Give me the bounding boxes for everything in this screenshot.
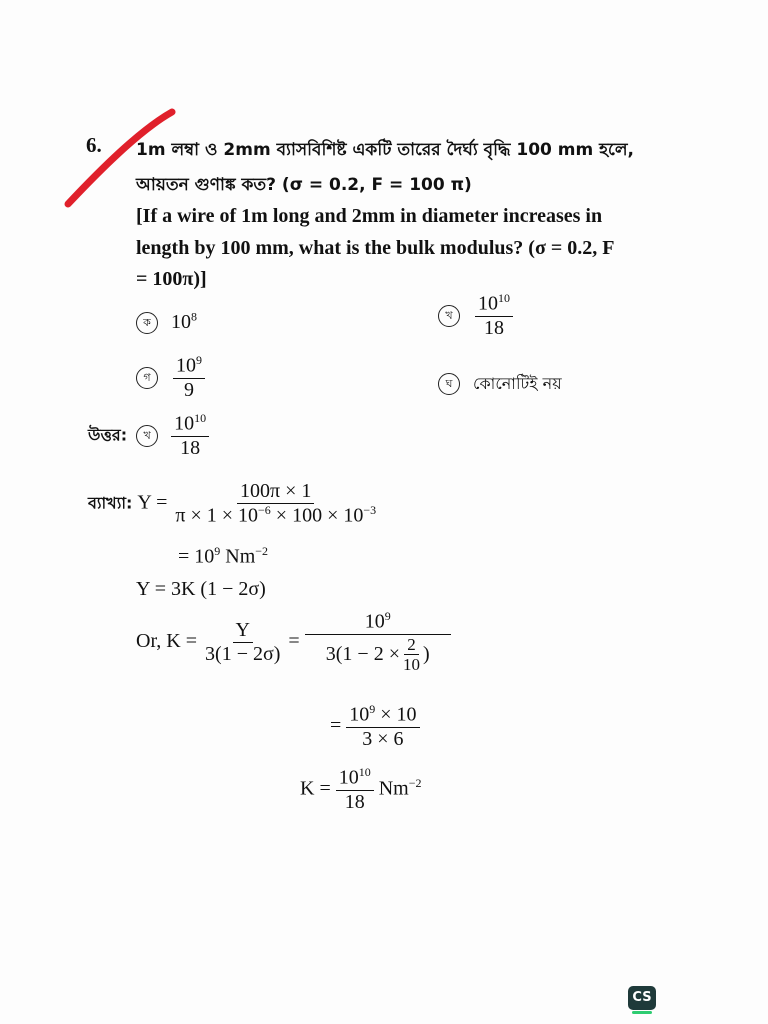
- camscanner-logo: CS: [628, 986, 656, 1010]
- k-final: K = $\frac{10^{10}}{18}$ $Nm^{-2}$: [300, 765, 422, 813]
- relation-formula: Y = 3K (1 − 2σ): [136, 578, 266, 600]
- explanation-y-formula: ব্যাখ্যা: Y = $\frac{100\pi \times 1}{\pi \times 1 \times 10^{-6} \times 100 \times 10^{-3}}$: [88, 480, 379, 528]
- k-derivation: Or, K = $\frac{Y}{3(1 - 2\sigma)}$ = $10^9$ 3(1 − 2 × $\frac{2}{10}$ ): [136, 610, 451, 675]
- option-b-value: $\frac{10^{10}}{18}$: [475, 292, 513, 340]
- option-d-value: কোনোটিই নয়: [473, 374, 562, 393]
- k-fraction-2: $10^9$ 3(1 − 2 × $\frac{2}{10}$ ): [305, 610, 451, 675]
- question-english-line-2: length by 100 mm, what is the bulk modulus? (σ = 0.2, F: [136, 237, 615, 259]
- option-d-marker: ঘ: [438, 373, 460, 395]
- option-b[interactable]: [438, 292, 513, 340]
- question-bengali-line-1: 1m লম্বা ও 2mm ব্যাসবিশিষ্ট একটি তারের দৈর্ঘ্য বৃদ্ধি 100 mm হলে,: [136, 140, 635, 160]
- y-result: = $10^9$ $Nm^{-2}$: [178, 544, 269, 568]
- option-c[interactable]: [136, 354, 205, 402]
- k-final-fraction: $\frac{10^{10}}{18}$: [336, 766, 374, 814]
- option-c-marker: গ: [136, 367, 158, 389]
- k-fraction-1: $\frac{Y}{3(1 - 2\sigma)}$: [205, 618, 281, 665]
- option-c-value: $\frac{10^9}{9}$: [173, 354, 205, 402]
- option-d[interactable]: [438, 371, 562, 398]
- option-b-marker: খ: [438, 305, 460, 327]
- question-number: 6.: [86, 133, 102, 157]
- answer-row: [88, 412, 209, 460]
- k-step-fraction: $\frac{10^9 \times 10}{3 \times 6}$: [346, 703, 419, 751]
- answer-value: $\frac{10^{10}}{18}$: [171, 412, 209, 460]
- question-english-line-1: [If a wire of 1m long and 2mm in diameter increases in: [136, 205, 603, 227]
- logo-underline: [632, 1011, 652, 1014]
- explanation-label: ব্যাখ্যা:: [88, 493, 133, 513]
- k-step: = $\frac{10^9 \times 10}{3 \times 6}$: [330, 703, 420, 751]
- y-fraction: $\frac{100\pi \times 1}{\pi \times 1 \times 10^{-6} \times 100 \times 10^{-3}}$: [175, 480, 377, 527]
- answer-marker: খ: [136, 425, 158, 447]
- option-a[interactable]: [136, 309, 197, 334]
- option-a-value: $10^8$: [171, 309, 197, 333]
- question-english-line-3: = 100π)]: [136, 268, 207, 290]
- answer-label: উত্তর:: [88, 425, 128, 445]
- option-a-marker: ক: [136, 312, 158, 334]
- question-bengali-line-2: আয়তন গুণাঙ্ক কত? (σ = 0.2, F = 100 π): [136, 175, 472, 195]
